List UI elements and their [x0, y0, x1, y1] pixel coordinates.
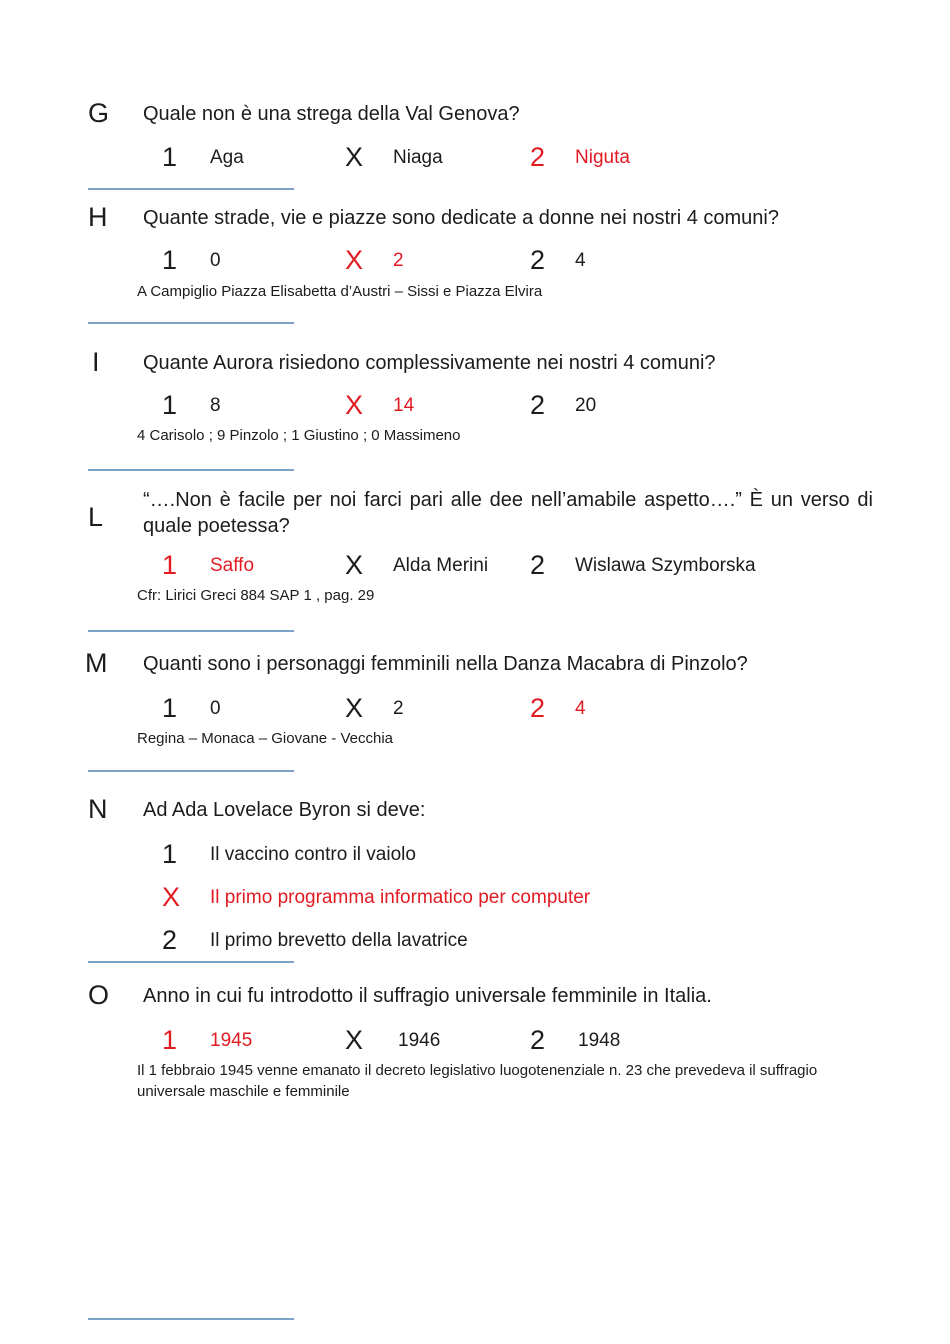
option-text-1: Il vaccino contro il vaiolo: [210, 844, 416, 865]
question-letter-l: L: [88, 502, 104, 532]
options-row-g: [0, 138, 950, 172]
option-key-x: X: [345, 550, 364, 580]
question-letter-m: M: [85, 648, 108, 678]
answer-note-m: Regina – Monaca – Giovane - Vecchia: [137, 730, 393, 747]
option-key-x: X: [345, 390, 364, 420]
option-key-1: 1: [162, 142, 178, 172]
option-key-2: 2: [530, 693, 546, 723]
option-key-1: 1: [162, 839, 178, 869]
option-text-x: Il primo programma informatico per computer: [210, 887, 591, 908]
option-key-1: 1: [162, 693, 178, 723]
option-key-x: X: [345, 142, 364, 172]
question-text-n: Ad Ada Lovelace Byron si deve:: [143, 799, 426, 821]
option-text-1: Aga: [210, 147, 244, 168]
option-key-x: X: [345, 1025, 364, 1055]
option-row-n-x: [0, 878, 950, 912]
option-text-x: 1946: [398, 1030, 441, 1051]
option-text-1: 8: [210, 395, 221, 416]
option-text-1: 0: [210, 250, 221, 271]
option-text-2: 20: [575, 395, 597, 416]
option-key-2: 2: [530, 550, 546, 580]
option-text-x: 2: [393, 698, 404, 719]
option-text-2: 4: [575, 698, 586, 719]
question-letter-o: O: [88, 980, 110, 1010]
option-text-2: Wislawa Szymborska: [575, 555, 756, 576]
option-key-1: 1: [162, 550, 178, 580]
option-text-1: Saffo: [210, 555, 255, 576]
answer-note-i: 4 Carisolo ; 9 Pinzolo ; 1 Giustino ; 0 Massimeno: [137, 427, 461, 444]
question-text-g: Quale non è una strega della Val Genova?: [143, 103, 520, 125]
separator-line: [88, 1318, 294, 1320]
separator-line: [88, 630, 294, 632]
option-row-n-2: [0, 921, 950, 955]
option-text-x: Niaga: [393, 147, 443, 168]
option-text-2: 4: [575, 250, 586, 271]
option-key-1: 1: [162, 1025, 178, 1055]
options-row-l: [0, 546, 950, 580]
separator-line: [88, 322, 294, 324]
question-letter-n: N: [88, 794, 108, 824]
option-key-x: X: [345, 693, 364, 723]
option-text-2: 1948: [578, 1030, 621, 1051]
question-letter-g: G: [88, 98, 110, 128]
question-text-i: Quante Aurora risiedono complessivamente nei nostri 4 comuni?: [143, 352, 716, 374]
question-text-o: Anno in cui fu introdotto il suffragio universale femminile in Italia.: [143, 985, 712, 1007]
option-text-x: Alda Merini: [393, 555, 489, 576]
answer-note-o: Il 1 febbraio 1945 venne emanato il decreto legislativo luogotenenziale n. 23 che prevedeva il suffragio universale maschile e femminile: [137, 1062, 818, 1100]
option-key-2: 2: [530, 142, 546, 172]
options-row-m: [0, 689, 950, 723]
question-text-l: “….Non è facile per noi farci pari alle dee nell’amabile aspetto….” È un verso di quale poetessa?: [143, 489, 873, 537]
separator-line: [88, 469, 294, 471]
option-key-1: 1: [162, 245, 178, 275]
question-letter-i: I: [92, 347, 100, 377]
answer-note-l: Cfr: Lirici Greci 884 SAP 1 , pag. 29: [137, 587, 375, 604]
separator-line: [88, 961, 294, 963]
question-text-h: Quante strade, vie e piazze sono dedicate a donne nei nostri 4 comuni?: [143, 207, 779, 229]
option-row-n-1: [0, 835, 950, 869]
option-key-x: X: [345, 245, 364, 275]
option-key-2: 2: [530, 245, 546, 275]
option-text-2: Il primo brevetto della lavatrice: [210, 930, 468, 951]
option-text-1: 1945: [210, 1030, 253, 1051]
options-row-h: [0, 241, 950, 275]
option-text-x: 2: [393, 250, 404, 271]
option-text-x: 14: [393, 395, 415, 416]
option-key-1: 1: [162, 390, 178, 420]
option-text-2: Niguta: [575, 147, 630, 168]
option-key-2: 2: [530, 390, 546, 420]
separator-line: [88, 770, 294, 772]
answer-note-h: A Campiglio Piazza Elisabetta d’Austri – Sissi e Piazza Elvira: [137, 283, 543, 300]
question-letter-h: H: [88, 202, 108, 232]
option-key-2: 2: [530, 1025, 546, 1055]
option-key-x: X: [162, 882, 181, 912]
options-row-o: [0, 1021, 950, 1055]
options-row-i: [0, 386, 950, 420]
question-text-m: Quanti sono i personaggi femminili nella Danza Macabra di Pinzolo?: [143, 653, 748, 675]
option-key-2: 2: [162, 925, 178, 955]
option-text-1: 0: [210, 698, 221, 719]
separator-line: [88, 188, 294, 190]
